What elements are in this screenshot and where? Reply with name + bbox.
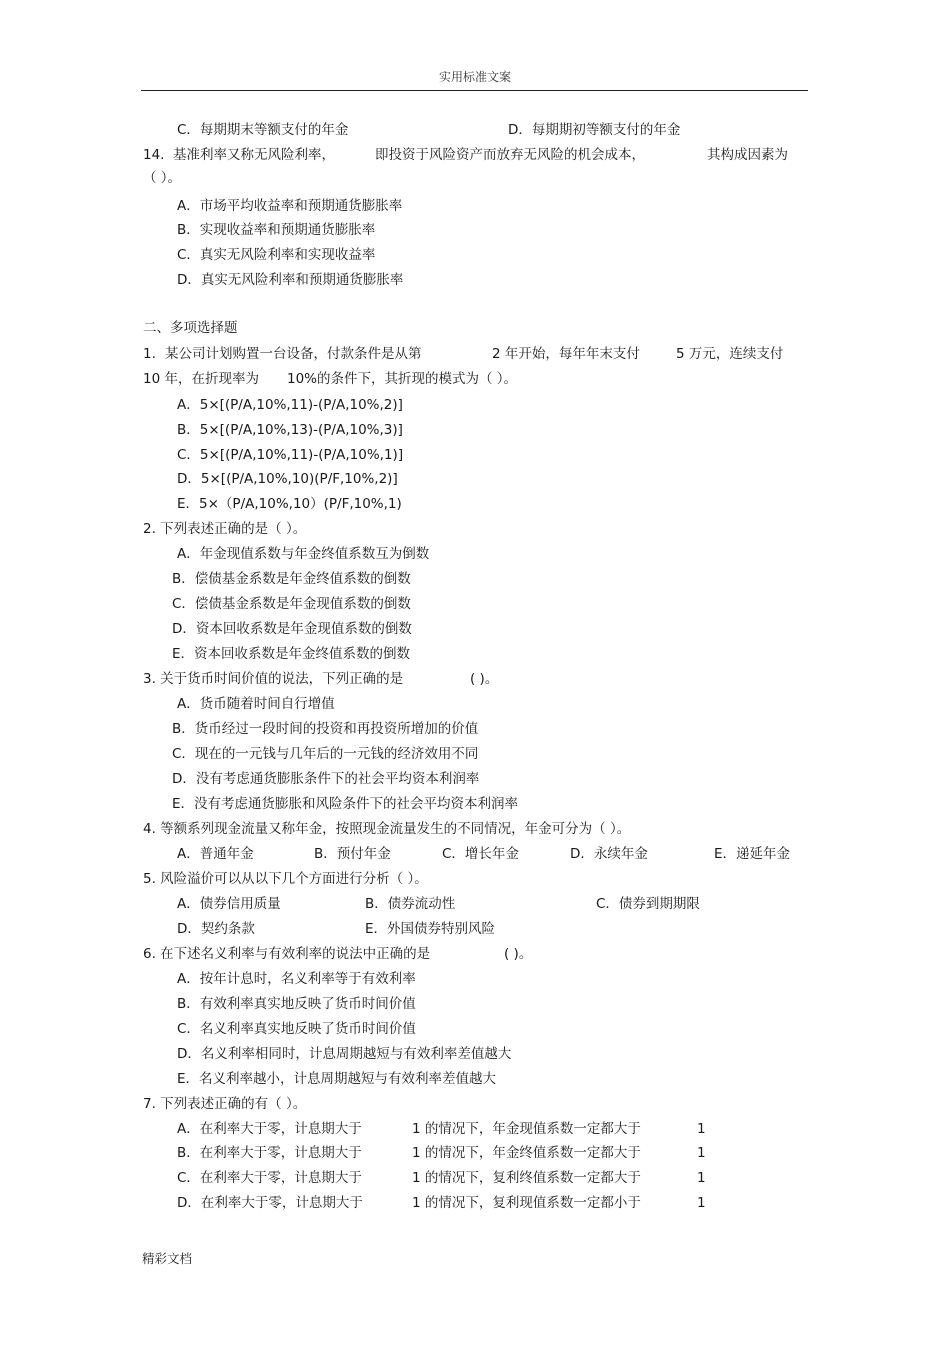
q14-stem-part3: 其构成因素为 — [707, 147, 788, 163]
mq3-answer-blank: ( )。 — [470, 671, 499, 687]
mq2-option-a: A．年金现值系数与年金终值系数互为倒数 — [177, 546, 430, 562]
mq3-option-c: C．现在的一元钱与几年后的一元钱的经济效用不同 — [172, 746, 479, 762]
mq6-option-c: C．名义利率真实地反映了货币时间价值 — [177, 1021, 416, 1037]
mq6-option-e: E．名义利率越小，计息周期越短与有效利率差值越大 — [177, 1071, 497, 1087]
q14-option-d: D．真实无风险利率和预期通货膨胀率 — [177, 272, 404, 288]
mq4-option-c: C．增长年金 — [442, 846, 519, 862]
q14-number: 14. — [143, 147, 165, 163]
q14-option-b: B．实现收益率和预期通货膨胀率 — [177, 222, 376, 238]
mq4-option-a: A．普通年金 — [177, 846, 254, 862]
mq7-option-c-part3: 1 — [697, 1170, 706, 1186]
mq7-stem: 7. 下列表述正确的有（ ）。 — [143, 1096, 307, 1112]
mq7-option-b-part3: 1 — [697, 1145, 706, 1161]
mq7-option-a-part3: 1 — [697, 1121, 706, 1137]
q14-option-a: A．市场平均收益率和预期通货膨胀率 — [177, 198, 403, 214]
mq4-option-b: B．预付年金 — [314, 846, 391, 862]
mq6-option-a: A．按年计息时，名义利率等于有效利率 — [177, 971, 416, 987]
mq4-stem: 4. 等额系列现金流量又称年金，按照现金流量发生的不同情况，年金可分为（ ）。 — [143, 821, 631, 837]
mq1-stem-part5: 10%的条件下，其折现的模式为（ ）。 — [287, 371, 518, 387]
mq2-stem: 2. 下列表述正确的是（ ）。 — [143, 521, 307, 537]
mq6-answer-blank: ( )。 — [504, 946, 533, 962]
mq2-option-d: D．资本回收系数是年金现值系数的倒数 — [172, 621, 412, 637]
mq7-option-b-part1: B．在利率大于零，计息期大于 — [177, 1145, 362, 1161]
mq1-stem-part4: 10 年，在折现率为 — [143, 371, 259, 387]
mq2-option-c: C．偿债基金系数是年金现值系数的倒数 — [172, 596, 411, 612]
mq7-option-a-part2: 1 的情况下，年金现值系数一定都大于 — [412, 1121, 641, 1137]
footer-text: 精彩文档 — [142, 1251, 193, 1266]
mq5-option-d: D．契约条款 — [177, 921, 255, 937]
q13-option-c: C．每期期末等额支付的年金 — [177, 122, 349, 138]
mq3-option-b: B．货币经过一段时间的投资和再投资所增加的价值 — [172, 721, 479, 737]
q13-option-d: D．每期期初等额支付的年金 — [508, 122, 681, 138]
mq3-option-e: E．没有考虑通货膨胀和风险条件下的社会平均资本利润率 — [172, 796, 519, 812]
section-title: 二、多项选择题 — [143, 320, 238, 336]
q14-stem-part1: 基准利率又称无风险利率， — [173, 147, 335, 163]
mq7-option-b-part2: 1 的情况下，年金终值系数一定都大于 — [412, 1145, 641, 1161]
mq4-option-e: E．递延年金 — [714, 846, 791, 862]
mq5-stem: 5. 风险溢价可以从以下几个方面进行分析（ ）。 — [143, 871, 428, 887]
mq1-option-e: E．5×（P/A,10%,10）(P/F,10%,1) — [177, 496, 402, 512]
mq5-option-c: C．债券到期期限 — [596, 896, 700, 912]
q14-option-c: C．真实无风险利率和实现收益率 — [177, 247, 376, 263]
mq1-option-d: D．5×[(P/A,10%,10)(P/F,10%,2)] — [177, 471, 398, 487]
mq6-stem: 6. 在下述名义利率与有效利率的说法中正确的是 — [143, 946, 431, 962]
mq1-stem-part1: 某公司计划购置一台设备，付款条件是从第 — [165, 346, 422, 362]
mq1-stem-part3: 5 万元，连续支付 — [676, 346, 784, 362]
mq5-option-e: E．外国债券特别风险 — [365, 921, 496, 937]
header-title: 实用标准文案 — [438, 70, 511, 84]
mq2-option-b: B．偿债基金系数是年金终值系数的倒数 — [172, 571, 411, 587]
mq5-option-b: B．债券流动性 — [365, 896, 456, 912]
mq1-number: 1. — [143, 346, 156, 362]
mq7-option-c-part1: C．在利率大于零，计息期大于 — [177, 1170, 362, 1186]
mq7-option-d-part3: 1 — [697, 1195, 706, 1211]
q14-answer-blank: （ ）。 — [143, 170, 182, 186]
mq3-stem: 3. 关于货币时间价值的说法，下列正确的是 — [143, 671, 404, 687]
mq6-option-d: D．名义利率相同时，计息周期越短与有效利率差值越大 — [177, 1046, 512, 1062]
mq4-option-d: D．永续年金 — [570, 846, 648, 862]
header-rule — [141, 90, 808, 91]
mq6-option-b: B．有效利率真实地反映了货币时间价值 — [177, 996, 416, 1012]
mq3-option-a: A．货币随着时间自行增值 — [177, 696, 335, 712]
mq1-option-a: A．5×[(P/A,10%,11)-(P/A,10%,2)] — [177, 397, 403, 413]
mq5-option-a: A．债券信用质量 — [177, 896, 281, 912]
mq1-option-c: C．5×[(P/A,10%,11)-(P/A,10%,1)] — [177, 447, 404, 463]
mq1-stem-part2: 2 年开始，每年年末支付 — [492, 346, 640, 362]
mq7-option-a-part1: A．在利率大于零，计息期大于 — [177, 1121, 362, 1137]
mq7-option-d-part2: 1 的情况下，复利现值系数一定都小于 — [412, 1195, 641, 1211]
mq1-option-b: B．5×[(P/A,10%,13)-(P/A,10%,3)] — [177, 422, 403, 438]
q14-stem-part2: 即投资于风险资产而放弃无风险的机会成本， — [375, 147, 645, 163]
mq2-option-e: E．资本回收系数是年金终值系数的倒数 — [172, 646, 411, 662]
mq3-option-d: D．没有考虑通货膨胀条件下的社会平均资本利润率 — [172, 771, 480, 787]
mq7-option-d-part1: D．在利率大于零，计息期大于 — [177, 1195, 363, 1211]
mq7-option-c-part2: 1 的情况下，复利终值系数一定都大于 — [412, 1170, 641, 1186]
